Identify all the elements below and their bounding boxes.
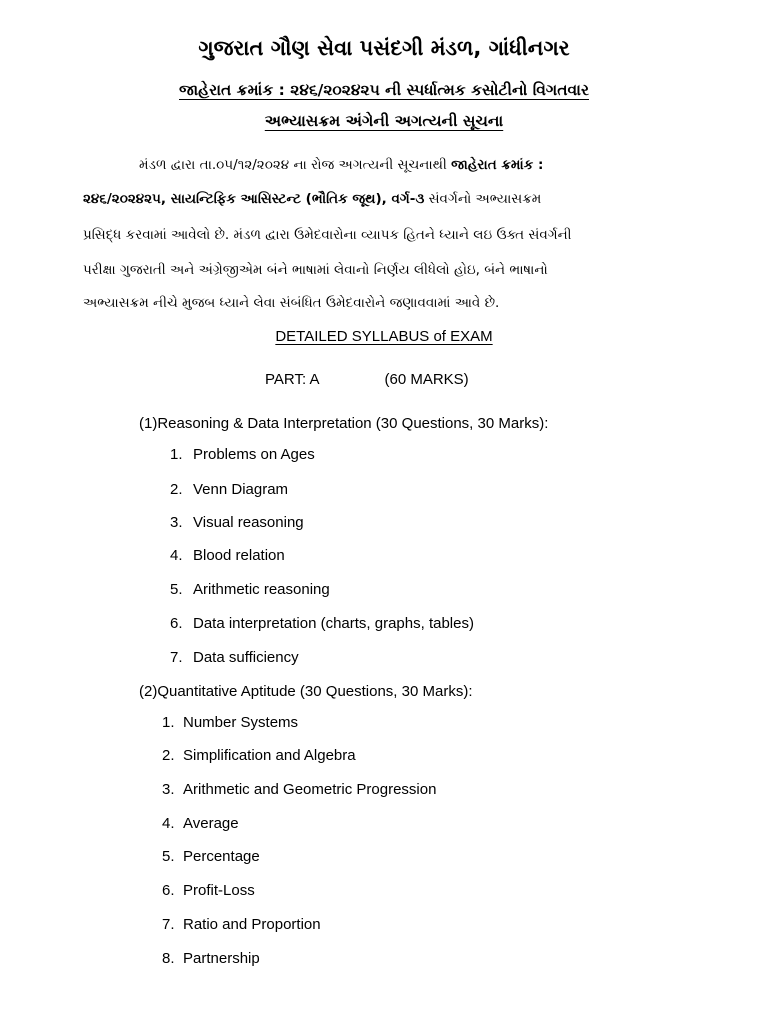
list-item: 6. Profit-Loss [162, 882, 255, 899]
notice-paragraph-line-1: મંડળ દ્વારા તા.૦૫/૧૨/૨૦૨૪ ના રોજ અગત્યની સૂચનાથી જાહેરાત ક્રમાંક : [139, 157, 544, 173]
list-item: 1. Number Systems [162, 714, 299, 731]
notice-subtitle-line-1: જાહેરાત ક્રમાંક : ૨૪૬/૨૦૨૪૨૫ ની સ્પર્ધાત્મક કસોટીનો વિગતવાર [179, 81, 589, 99]
list-item: 5. Arithmetic reasoning [170, 581, 330, 598]
list-item: 7. Data sufficiency [170, 649, 299, 666]
notice-paragraph-line-4: પરીક્ષા ગુજરાતી અને અંગ્રેજીએમ બંને ભાષામાં લેવાનો નિર્ણય લીધેલો હોઇ, બંને ભાષાનો [83, 262, 548, 278]
list-item: 8. Partnership [162, 950, 260, 967]
part-heading: PART: A (60 MARKS) [265, 371, 469, 388]
notice-subtitle-line-2: અભ્યાસક્રમ અંગેની અગત્યની સૂચના [264, 112, 504, 130]
syllabus-title: DETAILED SYLLABUS of EXAM [275, 328, 493, 345]
list-item: 6. Data interpretation (charts, graphs, tables) [170, 615, 474, 632]
list-item: 2. Simplification and Algebra [162, 747, 356, 764]
notice-paragraph-line-3: પ્રસિદ્ધ કરવામાં આવેલો છે. મંડળ દ્વારા ઉમેદવારોના વ્યાપક હિતને ધ્યાને લઇ ઉક્ત સંવર્ગની [83, 227, 572, 243]
list-item: 3. Arithmetic and Geometric Progression [162, 781, 437, 798]
list-item: 4. Average [162, 815, 239, 832]
section-heading-quantitative: (2)Quantitative Aptitude (30 Questions, 30 Marks): [139, 683, 473, 700]
list-item: 3. Visual reasoning [170, 514, 304, 531]
notice-paragraph-line-5: અભ્યાસક્રમ નીચે મુજબ ધ્યાને લેવા સંબંધિત ઉમેદવારોને જણાવવામાં આવે છે. [83, 295, 500, 311]
list-item: 7. Ratio and Proportion [162, 916, 321, 933]
list-item: 4. Blood relation [170, 547, 285, 564]
page-title: ગુજરાત ગૌણ સેવા પસંદગી મંડળ, ગાંધીનગર [198, 36, 570, 60]
list-item: 2. Venn Diagram [170, 481, 289, 498]
list-item: 5. Percentage [162, 848, 260, 865]
notice-paragraph-line-2: ૨૪૬/૨૦૨૪૨૫, સાયન્ટિફિક આસિસ્ટન્ટ (ભૌતિક જૂથ), વર્ગ-૩ સંવર્ગનો અભ્યાસક્રમ [83, 191, 542, 207]
section-heading-reasoning: (1)Reasoning & Data Interpretation (30 Questions, 30 Marks): [139, 415, 549, 432]
list-item: 1. Problems on Ages [170, 446, 315, 463]
